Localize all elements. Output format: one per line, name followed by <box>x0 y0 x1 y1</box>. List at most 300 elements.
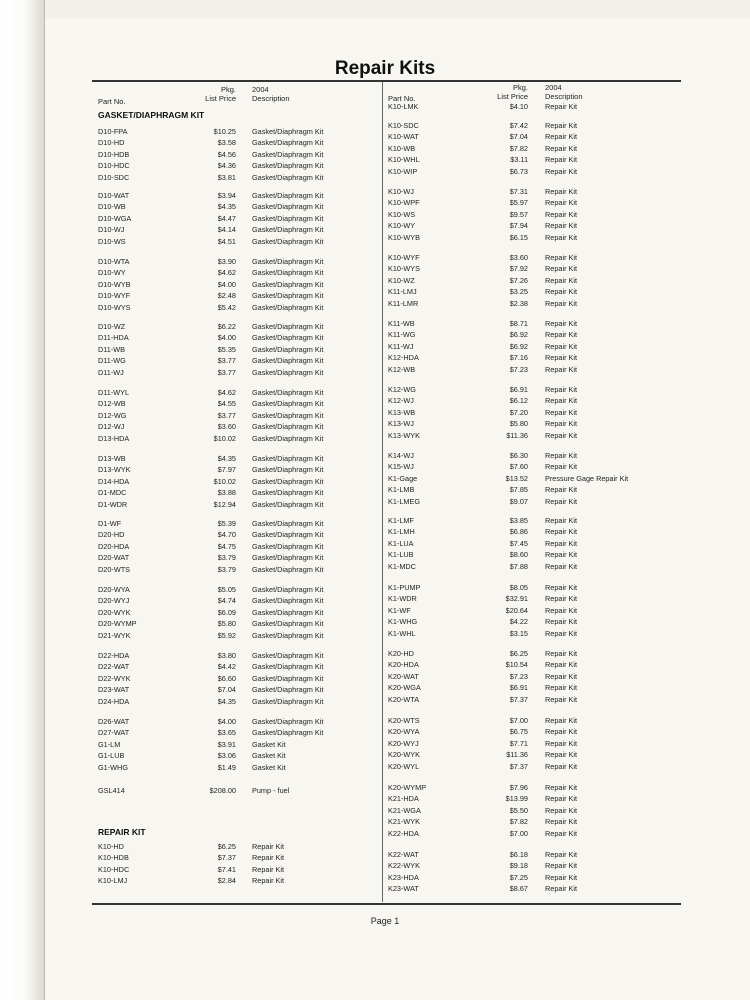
description: Repair Kit <box>545 872 578 882</box>
description: Repair Kit <box>545 198 578 208</box>
section-gasket-diaphragm-kit: GASKET/DIAPHRAGM KIT <box>98 110 205 120</box>
description: Repair Kit <box>252 842 285 851</box>
table-row <box>388 659 648 670</box>
description: Repair Kit <box>545 341 578 351</box>
list-price: $6.75 <box>509 727 528 737</box>
part-number: K1-LMF <box>388 516 414 525</box>
part-number: K20-WYJ <box>388 738 419 748</box>
description: Gasket/Diaphragm Kit <box>252 257 324 266</box>
header-year-right: 2004 <box>545 83 562 92</box>
part-number: K11-LMJ <box>388 287 417 297</box>
row-group <box>388 648 648 705</box>
table-row <box>388 849 648 860</box>
description: Repair Kit <box>545 716 578 725</box>
table-row <box>388 407 648 418</box>
part-number: D20-HDA <box>98 541 130 551</box>
list-price: $2.38 <box>509 298 528 308</box>
description: Repair Kit <box>545 660 578 670</box>
part-number: D11-WB <box>98 344 126 354</box>
table-row <box>388 515 648 526</box>
table-row <box>388 101 648 112</box>
list-price: $7.04 <box>509 132 528 142</box>
table-row <box>388 749 648 760</box>
description: Repair Kit <box>545 407 578 417</box>
list-price: $8.05 <box>509 583 528 592</box>
table-row <box>98 267 358 278</box>
part-number: D26-WAT <box>98 717 130 726</box>
description: Repair Kit <box>252 864 285 874</box>
table-row <box>98 499 358 510</box>
description: Repair Kit <box>545 187 578 196</box>
row-group <box>388 715 648 772</box>
list-price: $5.42 <box>217 302 236 312</box>
description: Repair Kit <box>545 396 578 406</box>
description: Gasket/Diaphragm Kit <box>252 433 324 443</box>
part-number: D22-WYK <box>98 673 131 683</box>
description: Repair Kit <box>545 605 578 615</box>
table-row <box>388 120 648 131</box>
table-row <box>98 213 358 224</box>
description: Gasket/Diaphragm Kit <box>252 422 324 432</box>
description: Repair Kit <box>545 275 578 285</box>
description: Gasket/Diaphragm Kit <box>252 138 324 148</box>
description: Repair Kit <box>545 561 578 571</box>
description: Repair Kit <box>545 750 578 760</box>
list-price: $7.31 <box>509 187 528 196</box>
table-row <box>98 149 358 160</box>
row-group <box>98 387 358 444</box>
list-price: $4.51 <box>217 236 236 246</box>
description: Repair Kit <box>545 209 578 219</box>
part-number: D22-WAT <box>98 662 130 672</box>
list-price: $6.25 <box>509 649 528 658</box>
part-number: D20-WAT <box>98 553 130 563</box>
list-price: $3.77 <box>217 410 236 420</box>
table-row <box>98 739 358 750</box>
list-price: $4.62 <box>217 268 236 278</box>
table-row <box>98 875 358 886</box>
table-row <box>388 793 648 804</box>
table-row <box>388 286 648 297</box>
table-row <box>388 872 648 883</box>
part-number: K1-WDR <box>388 594 417 604</box>
table-row <box>388 816 648 827</box>
list-price: $7.23 <box>509 364 528 374</box>
list-price: $4.00 <box>217 279 236 289</box>
part-number: D10-WGA <box>98 213 132 223</box>
list-price: $6.30 <box>509 451 528 460</box>
list-price: $5.39 <box>217 519 236 528</box>
description: Gasket/Diaphragm Kit <box>252 673 324 683</box>
description: Gasket/Diaphragm Kit <box>252 553 324 563</box>
part-number: D10-WY <box>98 268 126 278</box>
table-row <box>98 279 358 290</box>
table-row <box>388 461 648 472</box>
table-row <box>388 883 648 894</box>
table-row <box>98 172 358 183</box>
table-row <box>388 143 648 154</box>
description: Gasket/Diaphragm Kit <box>252 172 324 182</box>
book-binding-edge <box>0 0 45 1000</box>
list-price: $7.16 <box>509 353 528 363</box>
list-price: $7.00 <box>509 716 528 725</box>
part-number: K23-HDA <box>388 872 419 882</box>
description: Repair Kit <box>545 817 578 827</box>
page-title: Repair Kits <box>334 58 436 79</box>
part-number: D12-WG <box>98 410 127 420</box>
list-price: $8.60 <box>509 550 528 560</box>
list-price: $4.10 <box>509 102 528 111</box>
description: Gasket/Diaphragm Kit <box>252 585 324 594</box>
description: Gasket/Diaphragm Kit <box>252 454 324 463</box>
list-price: $9.07 <box>509 496 528 506</box>
table-row <box>98 529 358 540</box>
description: Repair Kit <box>545 102 578 111</box>
list-price: $6.91 <box>509 385 528 394</box>
part-number: K20-WYL <box>388 761 420 771</box>
table-row <box>98 864 358 875</box>
table-row <box>98 750 358 761</box>
table-row <box>98 367 358 378</box>
list-price: $7.26 <box>509 275 528 285</box>
table-row <box>388 605 648 616</box>
table-row <box>98 160 358 171</box>
table-row <box>388 263 648 274</box>
list-price: $7.00 <box>509 828 528 838</box>
table-row <box>388 430 648 441</box>
header-part-no-right: Part No. <box>388 94 416 103</box>
list-price: $3.94 <box>217 191 236 200</box>
list-price: $7.20 <box>509 407 528 417</box>
part-number: K11-LMR <box>388 298 419 308</box>
part-number: K21-WYK <box>388 817 421 827</box>
part-number: K12-WB <box>388 364 416 374</box>
table-row <box>388 473 648 484</box>
part-number: D14-HDA <box>98 476 130 486</box>
list-price: $4.56 <box>217 149 236 159</box>
list-price: $3.15 <box>509 628 528 638</box>
description: Repair Kit <box>545 451 578 460</box>
list-price: $7.85 <box>509 485 528 495</box>
list-price: $3.91 <box>217 739 236 749</box>
table-row <box>98 126 358 137</box>
part-number: K10-WY <box>388 221 416 231</box>
part-number: D10-HDC <box>98 161 130 171</box>
part-number: D10-WZ <box>98 322 126 331</box>
description: Repair Kit <box>545 527 578 537</box>
list-price: $4.14 <box>217 225 236 235</box>
description: Repair Kit <box>545 617 578 627</box>
table-row <box>98 236 358 247</box>
description: Gasket/Diaphragm Kit <box>252 519 324 528</box>
list-price: $7.37 <box>509 761 528 771</box>
row-group <box>98 716 358 773</box>
table-row <box>388 671 648 682</box>
row-group <box>98 518 358 575</box>
list-price: $7.71 <box>509 738 528 748</box>
list-price: $7.25 <box>509 872 528 882</box>
section-repair-kit: REPAIR KIT <box>98 827 146 837</box>
list-price: $1.49 <box>217 762 236 772</box>
description: Gasket/Diaphragm Kit <box>252 279 324 289</box>
description: Repair Kit <box>545 805 578 815</box>
table-row <box>388 561 648 572</box>
table-row <box>388 726 648 737</box>
header-list-price-right: List Price <box>497 92 528 101</box>
table-row <box>98 190 358 201</box>
part-number: K1-WF <box>388 605 411 615</box>
table-row <box>388 154 648 165</box>
part-number: D10-WJ <box>98 225 125 235</box>
part-number: D20-WYJ <box>98 596 130 606</box>
row-group <box>388 252 648 309</box>
list-price: $3.85 <box>509 516 528 525</box>
list-price: $4.74 <box>217 596 236 606</box>
header-pkg-right: Pkg. <box>512 83 528 92</box>
table-row <box>388 648 648 659</box>
description: Gasket/Diaphragm Kit <box>252 213 324 223</box>
table-row <box>98 224 358 235</box>
part-number: D13-HDA <box>98 433 130 443</box>
description: Repair Kit <box>545 783 578 792</box>
table-row <box>98 618 358 629</box>
header-year-left: 2004 <box>252 85 269 94</box>
part-number: K1-LUB <box>388 550 414 560</box>
row-group <box>388 450 648 507</box>
list-price: $4.62 <box>217 388 236 397</box>
list-price: $6.92 <box>509 341 528 351</box>
part-number: K20-WAT <box>388 671 419 681</box>
list-price: $4.35 <box>217 696 236 706</box>
part-number: K1-Gage <box>388 473 418 483</box>
table-row <box>388 298 648 309</box>
list-price: $6.86 <box>509 527 528 537</box>
part-number: D10-HDB <box>98 149 130 159</box>
table-row <box>98 464 358 475</box>
table-row <box>388 395 648 406</box>
row-group <box>98 190 358 247</box>
description: Gasket/Diaphragm Kit <box>252 728 324 738</box>
description: Gasket/Diaphragm Kit <box>252 596 324 606</box>
part-number: K1-LMEG <box>388 496 421 506</box>
part-number: D10-WYB <box>98 279 131 289</box>
table-row <box>388 232 648 243</box>
description: Repair Kit <box>545 253 578 262</box>
table-row <box>388 341 648 352</box>
row-group <box>388 186 648 243</box>
description: Repair Kit <box>545 319 578 328</box>
table-row <box>98 650 358 661</box>
description: Repair Kit <box>545 287 578 297</box>
table-row <box>98 661 358 672</box>
part-number: K10-LMK <box>388 102 419 111</box>
table-row <box>388 220 648 231</box>
part-number: K13-WB <box>388 407 416 417</box>
table-row <box>98 552 358 563</box>
list-price: $10.02 <box>213 476 236 486</box>
description: Repair Kit <box>252 853 285 863</box>
part-number: D13-WB <box>98 454 126 463</box>
description: Repair Kit <box>545 550 578 560</box>
part-number: K23-WAT <box>388 884 419 894</box>
list-price: $3.60 <box>509 253 528 262</box>
description: Gasket/Diaphragm Kit <box>252 465 324 475</box>
row-group <box>388 849 648 895</box>
description: Repair Kit <box>545 143 578 153</box>
table-row <box>98 785 358 796</box>
description: Gasket/Diaphragm Kit <box>252 388 324 397</box>
row-group <box>388 782 648 839</box>
table-row <box>98 487 358 498</box>
part-number: D11-HDA <box>98 333 129 343</box>
description: Pump - fuel <box>252 786 290 795</box>
list-price: $2.48 <box>217 291 236 301</box>
part-number: K13-WYK <box>388 430 421 440</box>
list-price: $2.84 <box>217 876 236 886</box>
table-row <box>98 630 358 641</box>
list-price: $7.37 <box>509 694 528 704</box>
list-price: $6.09 <box>217 607 236 617</box>
description: Repair Kit <box>545 496 578 506</box>
description: Gasket/Diaphragm Kit <box>252 268 324 278</box>
description: Repair Kit <box>545 683 578 693</box>
row-group <box>98 785 358 796</box>
list-price: $10.25 <box>213 127 236 136</box>
description: Repair Kit <box>545 430 578 440</box>
table-row <box>388 484 648 495</box>
description: Repair Kit <box>545 364 578 374</box>
table-row <box>388 628 648 639</box>
description: Repair Kit <box>545 594 578 604</box>
part-number: K1-LMH <box>388 527 415 537</box>
table-row <box>98 595 358 606</box>
description: Repair Kit <box>545 794 578 804</box>
part-number: K1-LMB <box>388 485 415 495</box>
description: Gasket/Diaphragm Kit <box>252 488 324 498</box>
list-price: $3.65 <box>217 728 236 738</box>
list-price: $4.35 <box>217 454 236 463</box>
part-number: K10-WYB <box>388 232 421 242</box>
part-number: D10-WB <box>98 202 126 212</box>
description: Gasket/Diaphragm Kit <box>252 161 324 171</box>
part-number: K20-WYA <box>388 727 420 737</box>
header-rule <box>92 80 681 82</box>
table-row <box>388 418 648 429</box>
row-group <box>98 584 358 641</box>
list-price: $6.60 <box>217 673 236 683</box>
description: Repair Kit <box>545 155 578 165</box>
list-price: $7.88 <box>509 561 528 571</box>
row-group <box>98 321 358 378</box>
part-number: K10-WB <box>388 143 416 153</box>
description: Gasket/Diaphragm Kit <box>252 127 324 136</box>
description: Repair Kit <box>545 694 578 704</box>
description: Repair Kit <box>252 876 285 886</box>
table-row <box>388 131 648 142</box>
part-number: D10-WYF <box>98 291 131 301</box>
table-row <box>98 476 358 487</box>
description: Repair Kit <box>545 828 578 838</box>
table-row <box>98 433 358 444</box>
part-number: K10-HD <box>98 842 124 851</box>
list-price: $9.18 <box>509 861 528 871</box>
part-number: D10-WYS <box>98 302 131 312</box>
description: Repair Kit <box>545 419 578 429</box>
part-number: K12-HDA <box>388 353 419 363</box>
part-number: K10-SDC <box>388 121 419 130</box>
list-price: $3.80 <box>217 651 236 660</box>
description: Repair Kit <box>545 727 578 737</box>
part-number: K10-WAT <box>388 132 419 142</box>
table-row <box>388 761 648 772</box>
part-number: K11-WG <box>388 330 416 340</box>
table-row <box>388 682 648 693</box>
table-row <box>98 564 358 575</box>
list-price: $3.58 <box>217 138 236 148</box>
part-number: D11-WYL <box>98 388 130 397</box>
table-row <box>388 782 648 793</box>
list-price: $3.77 <box>217 367 236 377</box>
part-number: D10-HD <box>98 138 125 148</box>
list-price: $7.37 <box>217 853 236 863</box>
list-price: $20.64 <box>505 605 528 615</box>
header-description-left: Description <box>252 94 290 103</box>
table-row <box>388 197 648 208</box>
table-row <box>98 716 358 727</box>
table-row <box>388 166 648 177</box>
description: Repair Kit <box>545 671 578 681</box>
table-row <box>388 329 648 340</box>
table-row <box>388 450 648 461</box>
table-row <box>388 582 648 593</box>
part-number: D10-SDC <box>98 172 130 182</box>
list-price: $7.94 <box>509 221 528 231</box>
table-row <box>388 549 648 560</box>
part-number: K22-WYK <box>388 861 421 871</box>
description: Repair Kit <box>545 538 578 548</box>
description: Repair Kit <box>545 861 578 871</box>
description: Gasket/Diaphragm Kit <box>252 191 324 200</box>
description: Gasket Kit <box>252 762 286 772</box>
list-price: $4.70 <box>217 530 236 540</box>
table-row <box>388 209 648 220</box>
part-number: K10-LMJ <box>98 876 128 886</box>
part-number: K10-WYS <box>388 264 421 274</box>
list-price: $4.36 <box>217 161 236 171</box>
list-price: $3.79 <box>217 553 236 563</box>
list-price: $7.82 <box>509 817 528 827</box>
part-number: G1-LM <box>98 739 121 749</box>
table-row <box>388 616 648 627</box>
list-price: $4.75 <box>217 541 236 551</box>
table-row <box>388 352 648 363</box>
part-number: K20-WTA <box>388 694 420 704</box>
list-price: $4.47 <box>217 213 236 223</box>
list-price: $3.11 <box>510 155 528 165</box>
part-number: K10-WYF <box>388 253 420 262</box>
description: Gasket/Diaphragm Kit <box>252 410 324 420</box>
column-divider <box>382 82 383 902</box>
list-price: $7.60 <box>509 462 528 472</box>
list-price: $4.55 <box>217 399 236 409</box>
table-row <box>388 275 648 286</box>
list-price: $208.00 <box>209 786 236 795</box>
list-price: $3.60 <box>217 422 236 432</box>
list-price: $5.50 <box>509 805 528 815</box>
part-number: K10-WPF <box>388 198 420 208</box>
description: Repair Kit <box>545 516 578 525</box>
part-number: D27-WAT <box>98 728 130 738</box>
